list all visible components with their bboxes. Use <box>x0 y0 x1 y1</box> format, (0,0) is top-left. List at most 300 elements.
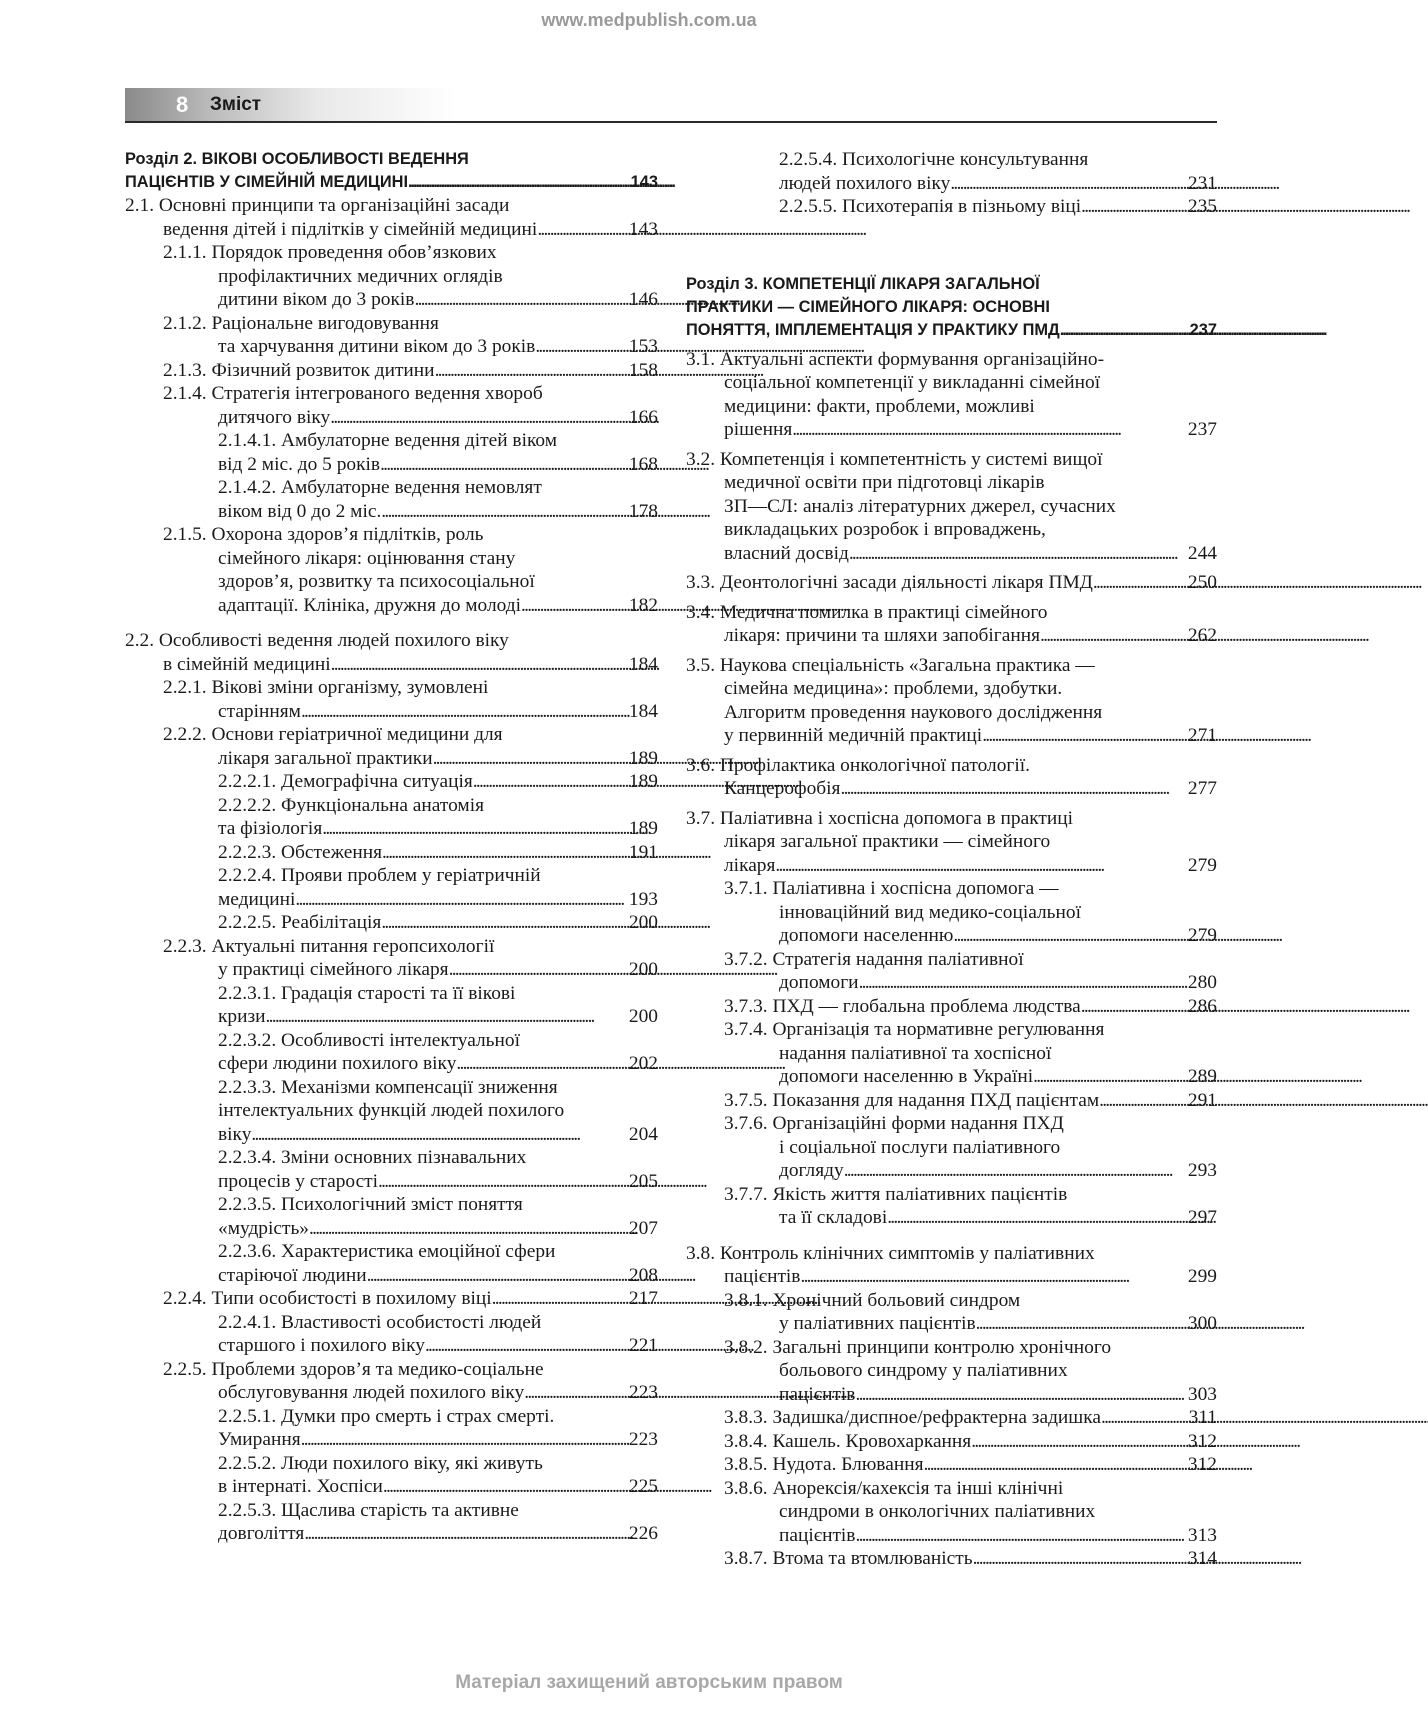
toc-line-text: ПРАКТИКИ — СІМЕЙНОГО ЛІКАРЯ: ОСНОВНІ <box>686 297 1050 316</box>
dot-leader <box>295 888 627 912</box>
dot-leader <box>855 1383 1185 1407</box>
toc-line-text: 3.7.7. Якість життя паліативних пацієнтів <box>724 1183 1068 1205</box>
dot-leader <box>304 1522 627 1546</box>
toc-page-number: 279 <box>1187 925 1217 946</box>
toc-line-text: старіючої людини <box>218 1264 367 1286</box>
dot-leader <box>380 453 627 477</box>
toc-entry <box>125 1240 658 1287</box>
toc-line-text: допомоги <box>779 972 859 993</box>
dot-leader <box>537 218 627 242</box>
toc-line <box>686 624 1217 648</box>
toc-entry <box>686 1242 1217 1289</box>
toc-page-number: 231 <box>1187 172 1217 194</box>
toc-page-number: 204 <box>628 1123 658 1145</box>
dot-leader <box>982 724 1186 748</box>
toc-line <box>686 1500 1217 1524</box>
toc-entry <box>125 429 658 476</box>
toc-line <box>686 395 1217 419</box>
toc-page-number: 221 <box>628 1335 658 1356</box>
toc-line-text: в сімейній медицині <box>163 653 331 675</box>
toc-line <box>125 1405 658 1429</box>
toc-line <box>686 195 1217 219</box>
toc-page-number: 244 <box>1187 542 1217 564</box>
toc-line <box>125 817 658 841</box>
toc-page-number: 205 <box>628 1170 658 1192</box>
dot-leader <box>381 500 627 524</box>
toc-entry <box>125 1029 658 1076</box>
dot-leader <box>435 359 627 383</box>
toc-page-number: 237 <box>1187 419 1217 440</box>
toc-line-text: 2.1. Основні принципи та організаційні засади <box>125 195 510 216</box>
toc-line <box>686 948 1217 972</box>
dot-leader <box>1060 319 1188 342</box>
dot-leader <box>266 1005 627 1029</box>
header-rule <box>125 121 1217 123</box>
toc-line <box>125 1123 658 1147</box>
toc-line-text: лікаря: причини та шляхи запобігання <box>724 625 1041 646</box>
toc-line <box>125 1005 658 1029</box>
toc-line-text: профілактичних медичних оглядів <box>218 265 503 287</box>
toc-page-number: 277 <box>1187 778 1217 799</box>
toc-entry <box>125 359 658 383</box>
toc-line-text: віком від 0 до 2 міс. <box>218 500 382 522</box>
toc-page-number: 237 <box>1189 320 1217 339</box>
toc-line-text: 2.2.4. Типи особистості в похилому віці <box>163 1288 492 1309</box>
toc-line-text: 3.7.4. Організація та нормативне регулювання <box>724 1019 1105 1040</box>
toc-line-text: 3.2. Компетенція і компетентність у системі вищої <box>686 448 1103 470</box>
toc-line-text: від 2 міс. до 5 років <box>218 453 381 475</box>
dot-leader <box>378 1170 627 1194</box>
toc-line-text: 3.5. Наукова спеціальність «Загальна практика — <box>686 654 1095 676</box>
dot-leader <box>433 747 627 771</box>
dot-leader <box>414 288 626 312</box>
toc-line <box>686 601 1217 625</box>
toc-line <box>686 1159 1217 1183</box>
toc-entry <box>686 877 1217 948</box>
toc-line-text: 3.6. Профілактика онкологічної патології. <box>686 754 1030 776</box>
toc-line <box>125 171 658 194</box>
toc-entry <box>125 241 658 312</box>
toc-entry <box>686 1453 1217 1477</box>
toc-line <box>125 453 658 477</box>
toc-page-number: 225 <box>628 1476 658 1497</box>
toc-line-text: 2.2.5.3. Щаслива старість та активне <box>218 1499 519 1521</box>
dot-leader <box>367 1264 627 1288</box>
dot-leader <box>887 1206 1186 1230</box>
toc-line-text: 2.2.3.6. Характеристика емоційної сфери <box>218 1241 556 1262</box>
toc-line-text: та харчування дитини віком до 3 років <box>218 336 536 357</box>
toc-line-text: 2.2.3. Актуальні питання геропсихології <box>163 935 495 957</box>
toc-line <box>686 971 1217 995</box>
toc-line-text: медичної освіти при підготовці лікарів <box>724 472 1045 493</box>
dot-leader <box>408 171 629 194</box>
toc-line <box>125 1499 658 1523</box>
toc-line <box>686 1206 1217 1230</box>
toc-line-text: ПАЦІЄНТІВ У СІМЕЙНІЙ МЕДИЦИНІ <box>125 173 409 191</box>
toc-line <box>125 1334 658 1358</box>
toc-page-number: 223 <box>628 1382 658 1403</box>
dot-leader <box>840 777 1185 801</box>
toc-page-number: 178 <box>628 500 658 522</box>
toc-line <box>125 406 658 430</box>
toc-line <box>686 1065 1217 1089</box>
toc-line-text: віку <box>218 1123 252 1145</box>
toc-line-text: 2.2.3.3. Механізми компенсації зниження <box>218 1076 558 1098</box>
toc-line <box>125 265 658 289</box>
toc-line <box>125 700 658 724</box>
toc-line <box>125 312 658 336</box>
toc-line <box>686 1312 1217 1336</box>
toc-line-text: дитячого віку <box>218 406 331 428</box>
toc-line <box>686 1089 1217 1113</box>
toc-line <box>125 359 658 383</box>
toc-line-text: 2.2.2. Основи геріатричної медицини для <box>163 724 503 745</box>
toc-line-text: обслуговування людей похилого віку <box>218 1382 525 1403</box>
toc-page-number: 311 <box>1188 1407 1217 1428</box>
toc-line-text: пацієнтів <box>779 1524 856 1546</box>
toc-page-number: 143 <box>630 173 658 191</box>
toc-entry <box>125 770 658 794</box>
toc-line-text: 2.2.3.4. Зміни основних пізнавальних <box>218 1147 527 1168</box>
toc-line-text: 3.8.4. Кашель. Кровохаркання <box>724 1430 972 1452</box>
toc-line-text: 2.2.5.5. Психотерапія в пізньому віці <box>779 196 1082 217</box>
toc-line <box>686 877 1217 901</box>
dot-leader <box>425 1334 627 1358</box>
toc-entry <box>125 1358 658 1405</box>
toc-entry <box>686 1547 1217 1571</box>
toc-line-text: 2.2.2.4. Прояви проблем у геріатричній <box>218 865 541 886</box>
toc-page-number: 184 <box>628 700 658 722</box>
toc-entry <box>125 794 658 841</box>
toc-page-number: 200 <box>628 959 658 980</box>
toc-line-text: 2.2.5.4. Психологічне консультування <box>779 149 1089 170</box>
toc-line <box>125 1428 658 1452</box>
toc-line-text: «мудрість» <box>218 1217 310 1239</box>
toc-entry <box>125 935 658 982</box>
toc-line-text: Алгоритм проведення наукового дослідження <box>724 701 1103 723</box>
toc-line <box>686 1430 1217 1454</box>
dot-leader <box>844 1159 1186 1183</box>
toc-entry <box>686 754 1217 801</box>
toc-line-text: ЗП—СЛ: аналіз літературних джерел, сучасних <box>724 495 1116 517</box>
toc-line <box>125 1217 658 1241</box>
toc-page-number: 184 <box>628 653 658 675</box>
toc-line-text: сімейного лікаря: оцінювання стану <box>218 547 516 569</box>
toc-entry <box>125 982 658 1029</box>
toc-line-text: і соціальної послуги паліативного <box>779 1136 1061 1158</box>
toc-entry <box>686 995 1217 1019</box>
toc-line-text: пацієнтів <box>779 1383 856 1405</box>
toc-line <box>125 982 658 1006</box>
toc-entry <box>686 348 1217 442</box>
toc-entry <box>125 1405 658 1452</box>
toc-line-text: Умирання <box>218 1429 301 1450</box>
toc-line <box>686 1453 1217 1477</box>
toc-page-number: 208 <box>628 1264 658 1286</box>
toc-entry <box>686 1089 1217 1113</box>
toc-line <box>125 382 658 406</box>
toc-line <box>686 273 1217 296</box>
toc-line <box>125 864 658 888</box>
toc-line-text: 3.4. Медична помилка в практиці сімейного <box>686 601 1048 623</box>
toc-line <box>686 1018 1217 1042</box>
toc-line <box>125 888 658 912</box>
toc-line <box>686 542 1217 566</box>
toc-line-text: лікаря <box>724 854 776 876</box>
toc-line <box>125 1170 658 1194</box>
toc-page-number: 143 <box>628 218 658 240</box>
toc-page-number: 217 <box>628 1288 658 1309</box>
toc-line-text: 3.8.7. Втома та втомлюваність <box>724 1548 973 1569</box>
toc-line <box>686 1136 1217 1160</box>
toc-line-text: 3.8. Контроль клінічних симптомів у паліативних <box>686 1242 1095 1264</box>
dot-leader <box>322 817 627 841</box>
toc-page-number: 235 <box>1187 196 1217 217</box>
dot-leader <box>331 653 627 677</box>
toc-line-text: соціальної компетенції у викладанні сімейної <box>724 372 1101 393</box>
dot-leader <box>383 1475 627 1499</box>
toc-page-number: 202 <box>628 1053 658 1074</box>
toc-line <box>686 901 1217 925</box>
toc-line <box>686 495 1217 519</box>
toc-page-number: 189 <box>628 818 658 839</box>
toc-line-text: 3.8.3. Задишка/диспное/рефрактерна задишка <box>724 1407 1101 1428</box>
toc-line <box>125 653 658 677</box>
toc-line-text: сфери людини похилого віку <box>218 1053 457 1074</box>
toc-line <box>125 1052 658 1076</box>
toc-line-text: 3.3. Деонтологічні засади діяльності лікаря ПМД <box>686 572 1093 593</box>
toc-line <box>686 296 1217 319</box>
dot-leader <box>524 1381 627 1405</box>
toc-line <box>686 348 1217 372</box>
toc-line <box>686 148 1217 172</box>
toc-line <box>686 677 1217 701</box>
toc-line <box>125 218 658 242</box>
toc-line-text: 2.1.2. Раціональне вигодовування <box>163 312 439 334</box>
toc-entry <box>125 382 658 429</box>
toc-line <box>686 754 1217 778</box>
toc-line <box>125 1076 658 1100</box>
toc-line-text: власний досвід <box>724 542 849 564</box>
toc-page-number: 189 <box>628 771 658 792</box>
toc-entry <box>686 601 1217 648</box>
dot-leader <box>492 1287 627 1311</box>
toc-entry <box>125 911 658 935</box>
toc-line-text: 2.2.3.1. Градація старості та її вікові <box>218 982 516 1004</box>
toc-line-text: рішення <box>724 419 793 440</box>
toc-line <box>125 1193 658 1217</box>
toc-line <box>686 1042 1217 1066</box>
toc-line <box>125 1475 658 1499</box>
toc-line <box>125 1522 658 1546</box>
toc-line-text: 3.7.1. Паліативна і хоспісна допомога — <box>724 878 1059 899</box>
dot-leader <box>1040 624 1186 648</box>
toc-line-text: старшого і похилого віку <box>218 1335 425 1356</box>
toc-line <box>125 747 658 771</box>
toc-line <box>686 518 1217 542</box>
dot-leader <box>301 700 627 724</box>
toc-line-text: викладацьких розробок і впроваджень, <box>724 519 1046 540</box>
toc-page-number: 166 <box>628 406 658 428</box>
toc-line-text: 2.1.4.2. Амбулаторне ведення немовлят <box>218 477 542 498</box>
toc-line-text: ведення дітей і підлітків у сімейній медицині <box>163 218 538 240</box>
toc-line <box>686 1359 1217 1383</box>
toc-line <box>686 1406 1217 1430</box>
toc-line <box>125 288 658 312</box>
toc-entry <box>686 571 1217 595</box>
toc-line-text: 2.2.2.5. Реабілітація <box>218 912 382 933</box>
website-url: www.medpublish.com.ua <box>541 10 757 30</box>
toc-line <box>125 1311 658 1335</box>
toc-line-text: 2.1.4. Стратегія інтегрованого ведення хвороб <box>163 383 543 404</box>
toc-line-text: дитини віком до 3 років <box>218 289 415 310</box>
toc-line-text: довголіття <box>218 1523 305 1544</box>
toc-line <box>125 594 658 618</box>
toc-page-number: 271 <box>1187 725 1217 746</box>
toc-line <box>686 1289 1217 1313</box>
toc-line-text: допомоги населенню <box>779 925 954 946</box>
toc-line-text: та фізіологія <box>218 818 323 839</box>
toc-line-text: 2.2.5. Проблеми здоров’я та медико-соціальне <box>163 1358 544 1380</box>
toc-entry <box>686 654 1217 748</box>
toc-entry <box>686 448 1217 566</box>
toc-line <box>686 319 1217 342</box>
toc-page-number: 191 <box>628 841 658 863</box>
toc-line <box>125 1099 658 1123</box>
toc-page-number: 291 <box>1187 1089 1217 1111</box>
toc-page-number: 153 <box>628 336 658 357</box>
toc-line <box>125 1264 658 1288</box>
toc-line <box>686 995 1217 1019</box>
toc-entry <box>686 948 1217 995</box>
toc-entry <box>686 807 1217 878</box>
toc-entry <box>125 629 658 676</box>
toc-line-text: у практиці сімейного лікаря <box>218 959 449 980</box>
toc-line <box>686 854 1217 878</box>
toc-page-number: 300 <box>1187 1313 1217 1334</box>
toc-entry <box>686 1018 1217 1089</box>
toc-entry <box>125 1499 658 1546</box>
dot-leader <box>973 1547 1186 1571</box>
toc-line-text: лікаря загальної практики — сімейного <box>724 831 1051 852</box>
toc-line-text: 2.2.1. Вікові зміни організму, зумовлені <box>163 677 489 698</box>
dot-leader <box>301 1428 627 1452</box>
toc-line <box>125 841 658 865</box>
toc-entry <box>125 523 658 617</box>
toc-entry <box>686 1112 1217 1183</box>
toc-page-number: 226 <box>628 1523 658 1544</box>
toc-page-number: 314 <box>1187 1548 1217 1569</box>
toc-entry <box>125 194 658 241</box>
toc-page-number: 200 <box>628 1006 658 1027</box>
toc-line <box>125 570 658 594</box>
toc-line <box>125 335 658 359</box>
toc-line <box>686 777 1217 801</box>
toc-entry <box>125 841 658 865</box>
dot-leader <box>1099 1089 1186 1113</box>
toc-page-number: 279 <box>1187 854 1217 876</box>
toc-section-heading <box>125 148 658 194</box>
toc-line <box>125 629 658 653</box>
toc-page-number: 293 <box>1187 1160 1217 1181</box>
toc-line-text: в інтернаті. Хоспіси <box>218 1476 383 1497</box>
dot-leader <box>1081 995 1186 1019</box>
toc-left-column <box>125 148 658 1546</box>
toc-line-text: 2.2.3.5. Психологічний зміст поняття <box>218 1194 523 1215</box>
toc-line <box>686 571 1217 595</box>
toc-line <box>125 1029 658 1053</box>
dot-leader <box>950 172 1186 196</box>
dot-leader <box>251 1123 627 1147</box>
toc-line-text: догляду <box>779 1160 844 1181</box>
toc-line-text: 2.1.5. Охорона здоров’я підлітків, роль <box>163 524 484 545</box>
toc-line <box>686 1183 1217 1207</box>
toc-line-text: здоров’я, розвитку та психосоціальної <box>218 571 535 592</box>
toc-page-number: 289 <box>1187 1066 1217 1087</box>
dot-leader <box>976 1312 1186 1336</box>
dot-leader <box>859 971 1186 995</box>
toc-line-text: сімейна медицина»: проблеми, здобутки. <box>724 678 1063 699</box>
toc-line-text: 2.2.2.3. Обстеження <box>218 841 382 863</box>
toc-page-number: 299 <box>1187 1266 1217 1287</box>
toc-line-text: у паліативних пацієнтів <box>779 1313 976 1334</box>
toc-line-text: синдроми в онкологічних паліативних <box>779 1501 1096 1522</box>
toc-line <box>686 1477 1217 1501</box>
toc-line-text: 3.8.1. Хронічний больовий синдром <box>724 1289 1021 1311</box>
toc-line-text: 2.2.5.1. Думки про смерть і страх смерті. <box>218 1405 555 1427</box>
dot-leader <box>953 924 1186 948</box>
toc-entry <box>686 148 1217 195</box>
dot-leader <box>855 1524 1185 1548</box>
toc-line-text: 2.2.2.1. Демографічна ситуація <box>218 771 473 792</box>
toc-line-text: 3.8.2. Загальні принципи контролю хронічного <box>724 1336 1112 1358</box>
toc-line <box>686 1547 1217 1571</box>
dot-leader <box>381 911 627 935</box>
toc-line-text: адаптації. Клініка, дружня до молоді <box>218 594 522 616</box>
toc-line-text: процесів у старості <box>218 1170 379 1192</box>
toc-line-text: 3.7. Паліативна і хоспісна допомога в практиці <box>686 807 1073 829</box>
toc-line <box>125 429 658 453</box>
toc-line-text: 2.1.3. Фізичний розвиток дитини <box>163 359 435 381</box>
toc-line <box>125 547 658 571</box>
toc-line-text: 3.7.3. ПХД — глобальна проблема людства <box>724 995 1081 1017</box>
toc-entry <box>686 1406 1217 1430</box>
toc-line-text: ПОНЯТТЯ, ІМПЛЕМЕНТАЦІЯ У ПРАКТИКУ ПМД <box>686 320 1060 339</box>
toc-page-number: 182 <box>628 594 658 616</box>
toc-line-text: 3.7.6. Організаційні форми надання ПХД <box>724 1113 1064 1134</box>
toc-page-number: 313 <box>1187 1524 1217 1546</box>
page-number: 8 <box>176 92 189 117</box>
toc-line-text: інноваційний вид медико-соціальної <box>779 901 1081 923</box>
toc-entry <box>125 864 658 911</box>
dot-leader <box>1081 195 1186 219</box>
toc-page-number: 146 <box>628 289 658 310</box>
dot-leader <box>330 406 627 430</box>
toc-line <box>686 1265 1217 1289</box>
toc-page-number: 193 <box>628 888 658 910</box>
toc-line-text: 2.2.2.2. Функціональна анатомія <box>218 794 485 816</box>
toc-line <box>125 1240 658 1264</box>
toc-line-text: 2.2.3.2. Особливості інтелектуальної <box>218 1029 520 1051</box>
dot-leader <box>456 1052 627 1076</box>
toc-section-heading <box>686 273 1217 342</box>
toc-line-text: старінням <box>218 700 301 722</box>
toc-line-text: у первинній медичній практиці <box>724 725 983 746</box>
toc-line <box>686 448 1217 472</box>
toc-line <box>125 500 658 524</box>
toc-line-text: Розділ 3. КОМПЕТЕНЦІЇ ЛІКАРЯ ЗАГАЛЬНОЇ <box>686 274 1040 293</box>
toc-page-number: 297 <box>1187 1207 1217 1228</box>
